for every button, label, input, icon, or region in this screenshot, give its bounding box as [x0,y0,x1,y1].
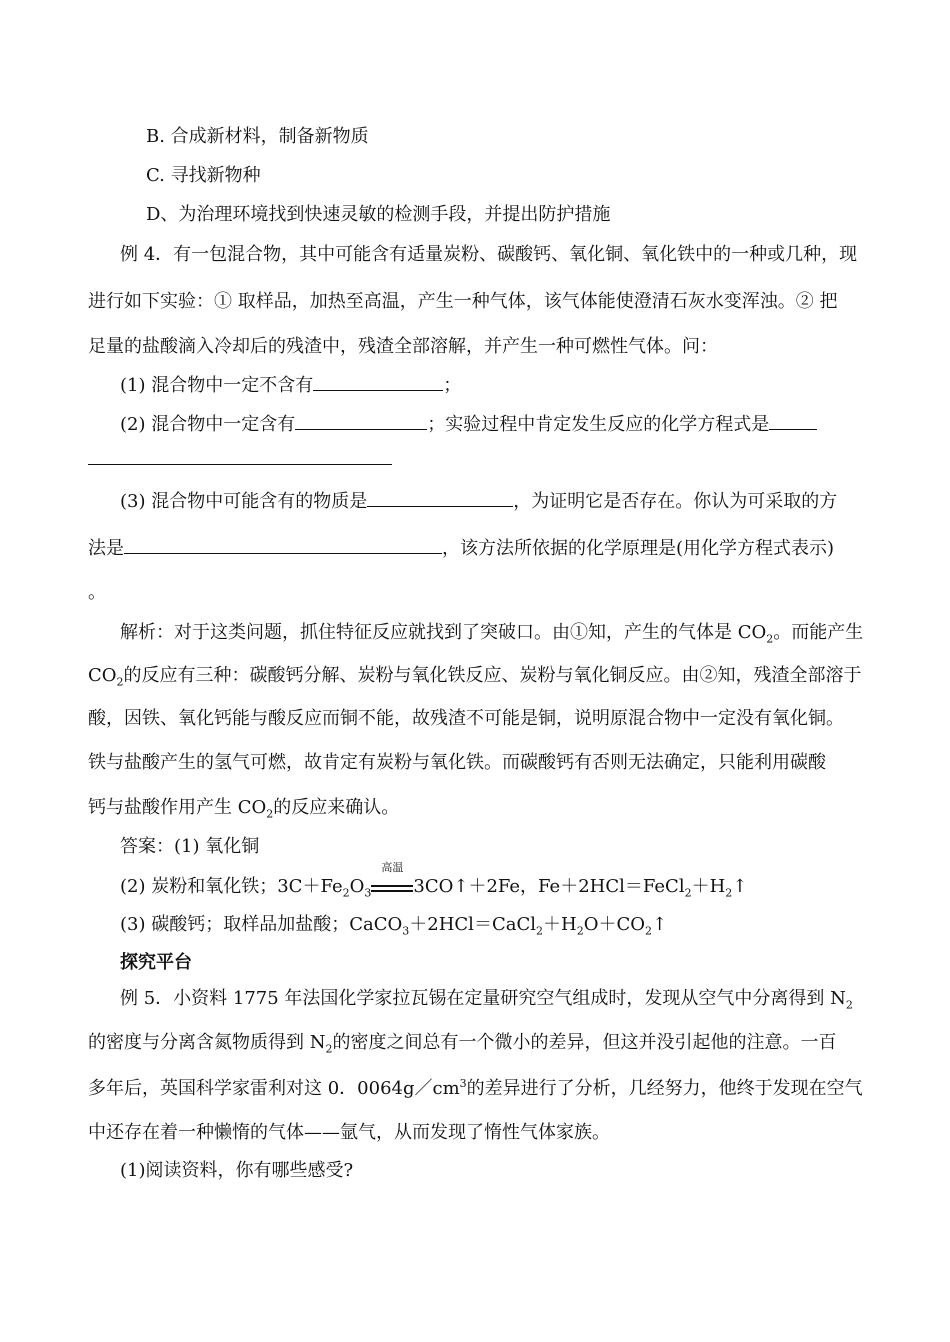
question-3-line3: 。 [88,582,106,603]
analysis-line4: 铁与盐酸产生的氢气可燃，故肯定有炭粉与氧化铁。而碳酸钙有否则无法确定，只能利用碳酸 [88,752,826,773]
section-title: 探究平台 [120,952,192,973]
example4-line3: 足量的盐酸滴入冷却后的残渣中，残渣全部溶解，并产生一种可燃性气体。问： [88,336,718,357]
option-d: D、为治理环境找到快速灵敏的检测手段，并提出防护措施 [146,204,611,225]
question-1: (1) 混合物中一定不含有 ； [120,372,902,399]
answer-blank-2[interactable] [295,411,427,430]
analysis-line1: 解析：对于这类问题，抓住特征反应就找到了突破口。由①知，产生的气体是 $CO_2$。而能产生 [120,622,864,646]
question-2: (2) 混合物中一定含有 ；实验过程中肯定发生反应的化学方程式是 [120,411,902,438]
example5-line4: 中还存在着一种懒惰的气体——氩气，从而发现了惰性气体家族。 [88,1122,610,1143]
answer-blank-3b[interactable] [88,446,392,465]
example5-question1: (1)阅读资料，你有哪些感受? [120,1160,354,1181]
answer-blank-1[interactable] [313,372,443,391]
answer-line1: 答案：(1) 氧化铜 [120,836,260,857]
question-3-line2: 法是 ，该方法所依据的化学原理是(用化学方程式表示) [88,535,870,562]
analysis-line5: 钙与盐酸作用产生 $CO_2$的反应来确认。 [88,797,400,821]
reaction-condition: 高温 [371,876,413,892]
answer-blank-3a[interactable] [769,411,817,430]
option-c: C. 寻找新物种 [146,165,261,186]
answer-blank-5[interactable] [124,535,442,554]
question-2-continued [88,446,870,473]
analysis-line3: 酸，因铁、氧化钙能与酸反应而铜不能，故残渣不可能是铜，说明原混合物中一定没有氧化铜。 [88,708,844,729]
answer-line2: (2) 炭粉和氧化铁；$3C+Fe_2O_3$ 高温 3CO↑＋2Fe，$Fe+2HCl=FeCl_2+H_2↑$ [120,861,748,900]
answer-line3: (3) 碳酸钙；取样品加盐酸；$CaCO_3+2HCl=CaCl_2+H_2O+CO_2↑$ [120,914,668,938]
analysis-line2: $CO_2$的反应有三种：碳酸钙分解、炭粉与氧化铁反应、炭粉与氧化铜反应。由②知，残渣全部溶于 [88,665,862,689]
option-b: B. 合成新材料，制备新物质 [146,126,369,147]
example4-line1: 例 4．有一包混合物，其中可能含有适量炭粉、碳酸钙、氧化铜、氧化铁中的一种或几种，现 [120,244,858,265]
example5-line2: 的密度与分离含氮物质得到 $N_2$的密度之间总有一个微小的差异，但这并没引起他的注意。一百 [88,1032,837,1056]
example4-line2: 进行如下实验：① 取样品，加热至高温，产生一种气体，该气体能使澄清石灰水变浑浊。② 把 [88,291,838,312]
example5-line3: 多年后，英国科学家雷利对这 0．$0064g/cm^3$的差异进行了分析，几经努力，他终于发现在空气 [88,1077,863,1099]
example5-line1: 例 5．小资料 1775 年法国化学家拉瓦锡在定量研究空气组成时，发现从空气中分离得到 $N_2$ [120,988,853,1012]
answer-blank-4[interactable] [367,488,513,507]
question-3: (3) 混合物中可能含有的物质是 ，为证明它是否存在。你认为可采取的方 [120,488,902,515]
equals-sign-icon [371,885,413,892]
